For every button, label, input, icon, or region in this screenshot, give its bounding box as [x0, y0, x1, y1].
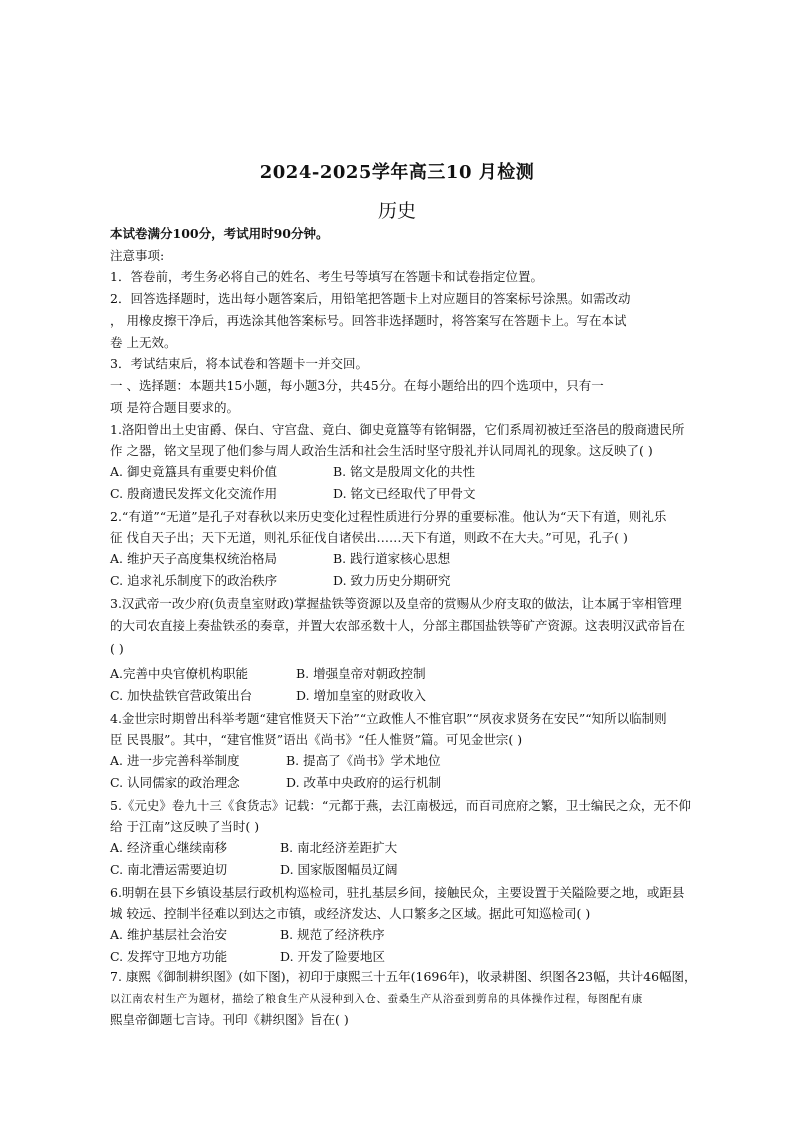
question-2-option-a: A. 维护天子高度集权统治格局	[110, 551, 277, 566]
question-6-option-c: C. 发挥守卫地方功能	[110, 949, 228, 964]
question-6-option-d: D. 开发了险要地区	[280, 949, 386, 964]
question-1-line-2: 作 之器，铭文呈现了他们参与周人政治生活和社会生活时坚守殷礼并认同周礼的现象。这反映了( )	[110, 443, 653, 458]
question-1-option-b: B. 铭文是殷周文化的共性	[333, 464, 476, 479]
question-7-line-1: 7. 康熙《御制耕织图》(如下图)，初印于康熙三十五年(1696年)，收录耕图、织图各23幅，共计46幅图，	[110, 969, 697, 984]
question-6-option-a: A. 维护基层社会治安	[110, 927, 227, 942]
question-1-option-d: D. 铭文已经取代了甲骨文	[333, 486, 476, 501]
question-3-line-3: ( )	[110, 641, 124, 656]
score-line: 本试卷满分100分，考试用时90分钟。	[110, 226, 329, 241]
question-7-line-3: 熙皇帝御题七言诗。刊印《耕织图》旨在( )	[110, 1012, 349, 1027]
question-4-option-a: A. 进一步完善科举制度	[110, 753, 240, 768]
note-1: 1．答卷前，考生务必将自己的姓名、考生号等填写在答题卡和试卷指定位置。	[110, 269, 543, 284]
question-4-line-2: 臣 民畏服”。其中，“建官惟贤”语出《尚书》“任人惟贤”篇。可见金世宗( )	[110, 732, 523, 747]
question-1-option-c: C. 殷商遗民发挥文化交流作用	[110, 486, 278, 501]
question-4-option-b: B. 提高了《尚书》学术地位	[286, 753, 441, 768]
question-3-line-1: 3.汉武帝一改少府(负责皇室财政)掌握盐铁等资源以及皇帝的赏赐从少府支取的做法，让本属于宰相管理	[110, 596, 682, 611]
question-6-option-b: B. 规范了经济秩序	[280, 927, 385, 942]
question-6-line-1: 6.明朝在县下乡镇设基层行政机构巡检司，驻扎基层乡间，接触民众，主要设置于关隘险要之地，或距县	[110, 885, 685, 900]
question-2-option-b: B. 践行道家核心思想	[333, 551, 451, 566]
question-6-line-2: 城 较远、控制半径难以到达之市镇，或经济发达、人口繁多之区域。据此可知巡检司( )	[110, 906, 591, 921]
question-2-option-d: D. 致力历史分期研究	[333, 573, 451, 588]
exam-title: 2024-2025学年高三10 月检测	[259, 162, 535, 183]
question-5-line-1: 5.《元史》卷九十三《食货志》记载：“元都于燕，去江南极远，而百司庶府之繁，卫士编民之众，无不仰	[110, 798, 691, 813]
question-1-line-1: 1.洛阳曾出土史宙爵、保白、守宫盘、竟白、御史竟簋等有铭铜器，它们系周初被迁至洛邑的殷商遗民所	[110, 422, 685, 437]
question-4-option-d: D. 改革中央政府的运行机制	[286, 775, 442, 790]
question-3-option-c: C. 加快盐铁官营政策出台	[110, 688, 253, 703]
question-1-option-a: A. 御史竟簋具有重要史料价值	[110, 464, 277, 479]
note-2-line-2: ， 用橡皮擦干净后，再选涂其他答案标号。回答非选择题时，将答案写在答题卡上。写在本试	[110, 313, 627, 328]
question-3-option-d: D. 增加皇室的财政收入	[296, 688, 427, 703]
section-heading-line-1: 一 、选择题：本题共15小题，每小题3分，共45分。在每小题给出的四个选项中，只有一	[110, 378, 604, 393]
question-5-option-b: B. 南北经济差距扩大	[280, 840, 398, 855]
question-4-option-c: C. 认同儒家的政治理念	[110, 775, 240, 790]
question-3-option-b: B. 增强皇帝对朝政控制	[296, 666, 426, 681]
question-5-option-c: C. 南北漕运需要迫切	[110, 862, 228, 877]
subject-title: 历史	[377, 200, 416, 222]
question-2-option-c: C. 追求礼乐制度下的政治秩序	[110, 573, 278, 588]
question-3-option-a: A.完善中央官僚机构职能	[110, 666, 249, 681]
question-7-line-2: 以江南农村生产为题材，描绘了粮食生产从浸种到入仓、蚕桑生产从浴蚕到剪帛的具体操作过程，每图配有康	[110, 993, 643, 1005]
notes-title: 注意事项:	[110, 248, 165, 263]
question-5-line-2: 给 于江南”这反映了当时( )	[110, 819, 260, 834]
note-3: 3．考试结束后，将本试卷和答题卡一并交回。	[110, 356, 368, 371]
question-5-option-a: A. 经济重心继续南移	[110, 840, 227, 855]
question-4-line-1: 4.金世宗时期曾出科举考题“建官惟贤天下治”“立政惟人不惟官职”“夙夜求贤务在安民”“知所以临制则	[110, 711, 667, 726]
note-2-line-1: 2．回答选择题时，选出每小题答案后，用铅笔把答题卡上对应题目的答案标号涂黑。如需改动	[110, 291, 631, 306]
question-3-line-2: 的大司农直接上奏盐铁丞的奏章，并置大农部丞数十人，分部主郡国盐铁等矿产资源。这表明汉武帝旨在	[110, 618, 686, 633]
note-2-line-3: 卷 上无效。	[110, 335, 177, 350]
section-heading-line-2: 项 是符合题目要求的。	[110, 400, 239, 415]
question-5-option-d: D. 国家版图幅员辽阔	[280, 862, 398, 877]
question-2-line-1: 2.“有道”“无道”是孔子对春秋以来历史变化过程性质进行分界的重要标准。他认为“天下有道，则礼乐	[110, 509, 667, 524]
question-2-line-2: 征 伐自天子出；天下无道，则礼乐征伐自诸侯出……天下有道，则政不在大夫。”可见，孔子( )	[110, 530, 628, 545]
